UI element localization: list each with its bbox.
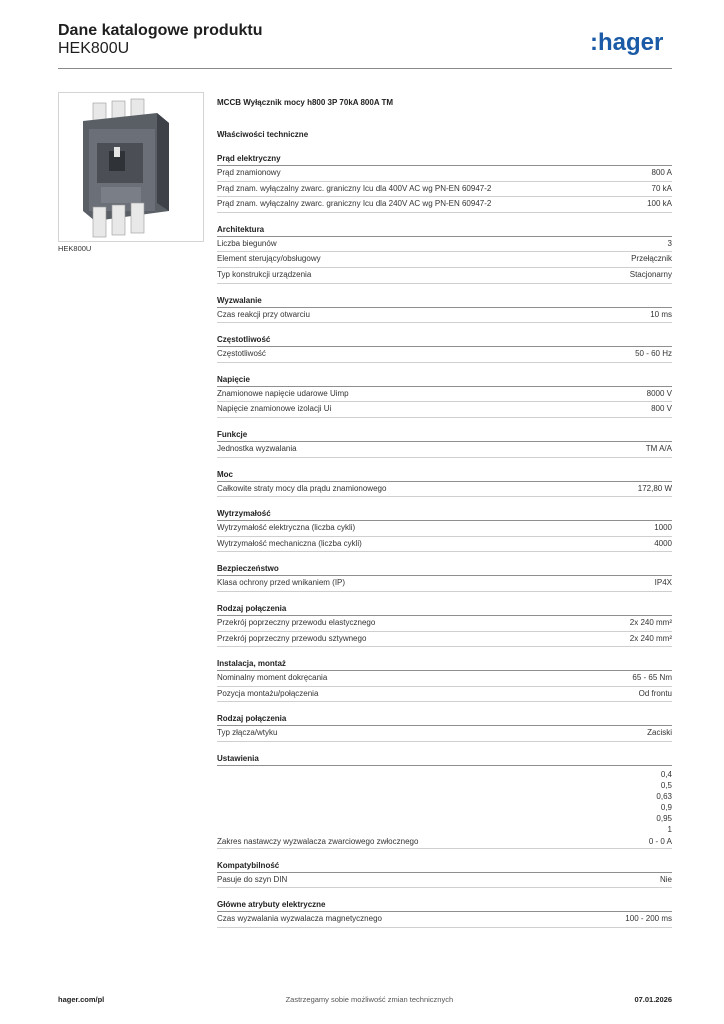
settings-section <box>217 752 672 849</box>
spec-section <box>217 859 672 889</box>
spec-row <box>217 687 672 703</box>
spec-row <box>217 442 672 458</box>
row-label: Prąd znam. wyłączalny zwarc. graniczny Icu dla 400V AC wg PN-EN 60947-2 <box>217 183 492 193</box>
row-value: 800 A <box>651 168 672 177</box>
row-label: Pozycja montażu/połączenia <box>217 688 319 698</box>
image-caption: HEK800U <box>58 244 92 253</box>
spec-row <box>217 726 672 742</box>
page-footer <box>58 995 672 1004</box>
spec-section <box>217 294 672 324</box>
spec-row <box>217 197 672 213</box>
row-label: Typ konstrukcji urządzenia <box>217 269 312 279</box>
row-label: Typ złącza/wtyku <box>217 728 278 738</box>
row-value: 172,80 W <box>637 483 672 493</box>
row-label: Nominalny moment dokręcania <box>217 673 328 683</box>
row-value: 70 kA <box>651 183 672 193</box>
row-label: Prąd znam. wyłączalny zwarc. graniczny Icu dla 240V AC wg PN-EN 60947-2 <box>217 199 492 209</box>
section-title: Moc <box>217 468 672 482</box>
spec-section <box>217 602 672 647</box>
row-label: Klasa ochrony przed wnikaniem (IP) <box>217 578 346 588</box>
section-title: Kompatybilność <box>217 859 672 873</box>
settings-values <box>217 769 672 835</box>
row-value: 3 <box>667 238 672 248</box>
footer-disclaimer: Zastrzegamy sobie możliwość zmian technicznych <box>285 995 454 1004</box>
row-value: 100 - 200 ms <box>625 914 672 924</box>
spec-row <box>217 166 672 182</box>
product-description: MCCB Wyłącznik mocy h800 3P 70kA 800A TM <box>217 98 394 107</box>
row-label: Czas wyzwalania wyzwalacza magnetycznego <box>217 914 382 924</box>
settings-value: 0,4 <box>660 769 672 779</box>
spec-section <box>217 428 672 458</box>
settings-value: 1 <box>667 824 672 834</box>
spec-row <box>217 268 672 284</box>
spec-row <box>217 521 672 537</box>
section-title: Ustawienia <box>217 752 672 766</box>
spec-row <box>217 387 672 403</box>
section-title: Architektura <box>217 223 672 237</box>
row-value: 4000 <box>654 538 672 548</box>
section-title: Bezpieczeństwo <box>217 562 672 576</box>
row-label: Przekrój poprzeczny przewodu elastycznego <box>217 617 376 627</box>
spec-section <box>217 712 672 742</box>
product-image <box>58 92 204 242</box>
section-title: Rodzaj połączenia <box>217 712 672 726</box>
settings-value: 0,95 <box>656 813 672 823</box>
spec-row <box>217 237 672 253</box>
spec-row <box>217 873 672 889</box>
row-value: 10 ms <box>650 309 672 319</box>
spec-sheet <box>217 96 672 928</box>
spec-row <box>217 671 672 687</box>
spec-row <box>217 308 672 324</box>
row-label: Jednostka wyzwalania <box>217 443 297 453</box>
technical-properties-heading: Właściwości techniczne <box>217 130 309 139</box>
row-value: Przełącznik <box>631 254 672 264</box>
section-title: Główne atrybuty elektryczne <box>217 898 672 912</box>
section-title: Instalacja, montaż <box>217 657 672 671</box>
footer-date: 07.01.2026 <box>634 995 672 1004</box>
spec-row <box>217 576 672 592</box>
footer-website[interactable]: hager.com/pl <box>58 995 105 1004</box>
settings-row <box>217 766 672 849</box>
row-value: 65 - 65 Nm <box>632 673 672 683</box>
section-title: Prąd elektryczny <box>217 152 672 166</box>
row-value: 2x 240 mm² <box>629 633 672 643</box>
spec-section <box>217 468 672 498</box>
spec-row <box>217 616 672 632</box>
row-label: Napięcie znamionowe izolacji Ui <box>217 404 332 414</box>
row-label: Czas reakcji przy otwarciu <box>217 309 310 319</box>
section-title: Częstotliwość <box>217 333 672 347</box>
settings-value: 0,9 <box>660 802 672 812</box>
spec-section <box>217 333 672 363</box>
spec-sections-after <box>217 859 672 928</box>
row-label: Znamionowe napięcie udarowe Uimp <box>217 388 349 398</box>
circuit-breaker-image <box>59 93 203 241</box>
product-code: HEK800U <box>58 40 130 57</box>
spec-section <box>217 152 672 213</box>
row-value: Od frontu <box>638 688 672 698</box>
section-title: Wytrzymałość <box>217 507 672 521</box>
spec-row <box>217 537 672 553</box>
row-label: Zakres nastawczy wyzwalacza zwarciowego zwłocznego <box>217 836 419 846</box>
spec-row <box>217 912 672 928</box>
spec-row <box>217 252 672 268</box>
row-label: Całkowite straty mocy dla prądu znamionowego <box>217 483 387 493</box>
row-value: TM A/A <box>645 443 672 453</box>
row-value: Zaciski <box>647 728 672 738</box>
spec-section <box>217 898 672 928</box>
spec-row <box>217 632 672 648</box>
row-label: Prąd znamionowy <box>217 168 281 177</box>
row-value: IP4X <box>654 578 672 588</box>
row-value: Nie <box>659 874 672 884</box>
row-label: Wytrzymałość mechaniczna (liczba cykli) <box>217 538 362 548</box>
spec-section <box>217 223 672 284</box>
row-label: Pasuje do szyn DIN <box>217 874 288 884</box>
logo-text: :hager <box>590 29 664 56</box>
row-value: 50 - 60 Hz <box>635 349 672 359</box>
section-title: Wyzwalanie <box>217 294 672 308</box>
row-value: 2x 240 mm² <box>629 617 672 627</box>
document-title: Dane katalogowe produktu <box>58 22 263 39</box>
row-value: 1000 <box>654 523 672 533</box>
spec-row <box>217 482 672 498</box>
section-title: Rodzaj połączenia <box>217 602 672 616</box>
row-label: Częstotliwość <box>217 349 266 359</box>
spec-section <box>217 657 672 702</box>
spec-row <box>217 347 672 363</box>
spec-section <box>217 507 672 552</box>
document-header <box>58 22 262 58</box>
settings-value: 0,5 <box>660 780 672 790</box>
header-divider <box>58 68 672 69</box>
settings-value: 0,63 <box>656 791 672 801</box>
row-value: 100 kA <box>647 199 672 209</box>
row-label: Element sterujący/obsługowy <box>217 254 321 264</box>
section-title: Napięcie <box>217 373 672 387</box>
row-label: Wytrzymałość elektryczna (liczba cykli) <box>217 523 356 533</box>
spec-sections <box>217 152 672 742</box>
spec-row <box>217 182 672 198</box>
row-value: Stacjonarny <box>629 269 672 279</box>
row-value: 8000 V <box>646 388 672 398</box>
spec-section <box>217 373 672 418</box>
spec-row <box>217 402 672 418</box>
row-label: Liczba biegunów <box>217 238 277 248</box>
row-value: 800 V <box>651 404 672 414</box>
section-title: Funkcje <box>217 428 672 442</box>
row-label: Przekrój poprzeczny przewodu sztywnego <box>217 633 367 643</box>
hager-logo <box>590 28 680 58</box>
row-value: 0 - 0 A <box>648 836 672 846</box>
spec-section <box>217 562 672 592</box>
